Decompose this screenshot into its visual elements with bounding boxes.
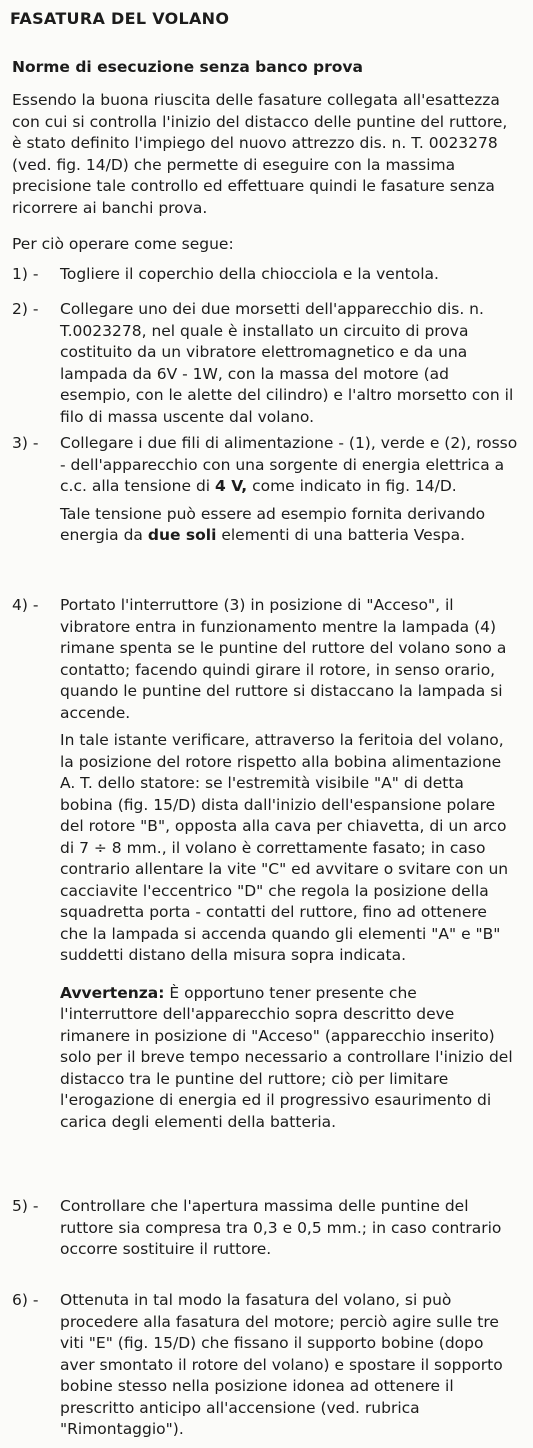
- lead-paragraph: Per ciò operare come segue:: [12, 235, 234, 253]
- list-item-6: [12, 1290, 518, 1441]
- list-item-5: [12, 1196, 518, 1261]
- warning-note: [60, 983, 518, 1134]
- warning-label: Avvertenza:: [60, 983, 165, 1002]
- item-number: 5) -: [12, 1197, 39, 1215]
- section-subtitle: Norme di esecuzione senza banco prova: [12, 58, 363, 76]
- item-number: 3) -: [12, 434, 39, 452]
- item-text: Portato l'interruttore (3) in posizione di "Acceso", il vibratore entra in funzionamento mentre la lampada (4) rimane spenta se le puntine del ruttore del volano sono a contatto; facendo quindi girare il rotore, in senso orario, quando le puntine del ruttore si distaccano la lampada si accende.: [60, 596, 507, 722]
- item-number: 4) -: [12, 596, 39, 614]
- item-text-part: Collegare i due fili di alimentazione - (1), verde e (2), rosso - dell'apparecchio con una sorgente di energia elettrica a c.c. alla tensione di: [60, 434, 518, 495]
- list-item-4: [12, 595, 518, 1133]
- list-item-2: [12, 299, 518, 428]
- item-text: [60, 433, 518, 498]
- item-body: [60, 595, 518, 1133]
- item-body: [60, 433, 518, 547]
- list-item-3: [12, 433, 518, 547]
- item-text: Ottenuta in tal modo la fasatura del volano, si può procedere alla fasatura del motore; perciò agire sulle tre viti "E" (fig. 15/D) che fissano il supporto bobine (dopo aver smontato il rotore del volano) e spostare il sopporto bobine stesso nella posizione idonea ad ottenere il prescritto anticipo all'accensione (ved. rubrica "Rimontaggio").: [60, 1291, 503, 1438]
- warning-text: È opportuno tener presente che l'interruttore dell'apparecchio sopra descritto deve rimanere in posizione di "Acceso" (apparecchio inserito) solo per il breve tempo necessario a controllare l'inizio del distacco tra le puntine del ruttore; ciò per limitare l'erogazione di energia ed il progressivo esaurimento di carica degli elementi della batteria.: [60, 983, 513, 1131]
- item-paragraph: In tale istante verificare, attraverso la feritoia del volano, la posizione del rotore rispetto alla bobina alimentazione A. T. dello statore: se l'estremità visibile "A" di detta bobina (fig. 15/D) dista dall'inizio dell'espansione polare del rotore "B", opposta alla cava per chiavetta, di un arco di 7 ÷ 8 mm., il volano è correttamente fasato; in caso contrario allentare la vite "C" ed avvitare o svitare con un cacciavite l'eccentrico "D" che regola la posizione della squadretta porta - contatti del ruttore, fino ad ottenere che la lampada si accenda quando gli elementi "A" e "B" suddetti distano della misura sopra indicata.: [60, 731, 509, 964]
- item-number: 6) -: [12, 1291, 39, 1309]
- list-item-1: [12, 264, 518, 286]
- intro-paragraph: Essendo la buona riuscita delle fasature collegata all'esattezza con cui si controlla l'inizio del distacco delle puntine del ruttore, è stato definito l'impiego del nuovo attrezzo dis. n. T. 0023278 (ved. fig. 14/D) che permette di eseguire con la massima precisione tale controllo ed effettuare quindi le fasature senza ricorrere ai banchi prova.: [12, 91, 508, 217]
- item-text: Controllare che l'apertura massima delle puntine del ruttore sia compresa tra 0,3 e 0,5 mm.; in caso contrario occorre sostituire il ruttore.: [60, 1197, 502, 1258]
- item-number: 1) -: [12, 265, 39, 283]
- page-title: FASATURA DEL VOLANO: [10, 9, 230, 28]
- note-text-part: elementi di una batteria Vespa.: [221, 526, 466, 544]
- item-note: [60, 504, 518, 547]
- item-text-part: come indicato in fig. 14/D.: [252, 477, 457, 495]
- voltage-value: 4 V,: [215, 477, 248, 495]
- note-text-part: Tale tensione può essere ad esempio fornita derivando energia da: [60, 504, 486, 544]
- item-number: 2) -: [12, 300, 39, 318]
- note-emphasis: due soli: [147, 526, 217, 544]
- item-text: Togliere il coperchio della chiocciola e la ventola.: [60, 265, 439, 283]
- item-text: Collegare uno dei due morsetti dell'apparecchio dis. n. T.0023278, nel quale è installato un circuito di prova costituito da un vibratore elettromagnetico e da una lampada da 6V - 1W, con la massa del motore (ad esempio, con le alette del cilindro) e l'altro morsetto con il filo di massa uscente dal volano.: [60, 300, 514, 426]
